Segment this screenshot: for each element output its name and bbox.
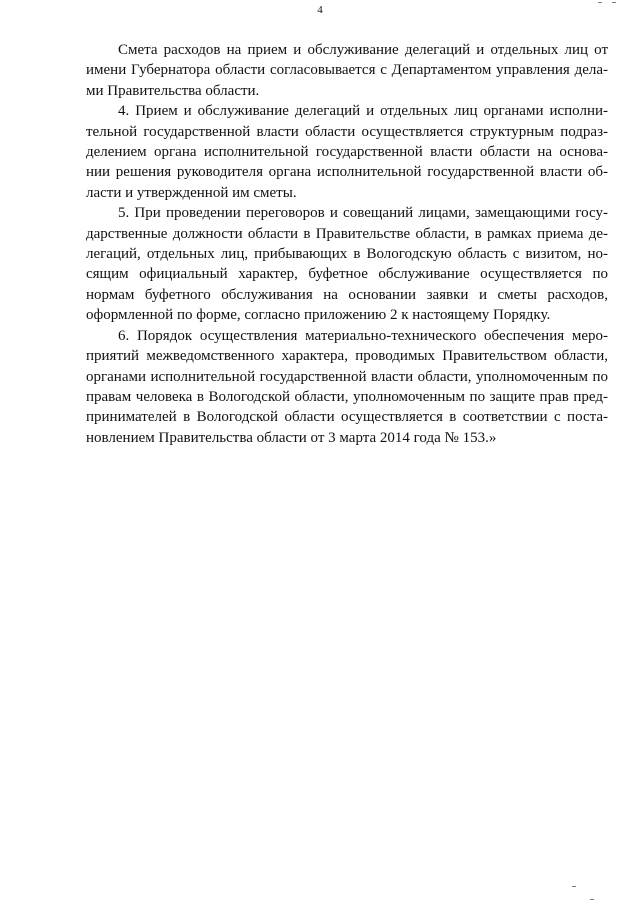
scan-speck bbox=[590, 899, 594, 900]
text-line: 5. При проведении переговоров и совещаний лицами, замещающими госу- bbox=[118, 205, 608, 222]
text-line: 4. Прием и обслуживание делегаций и отдельных лиц органами исполни- bbox=[118, 103, 608, 120]
text-line: новлением Правительства области от 3 марта 2014 года № 153.» bbox=[86, 429, 497, 446]
text-line: принимателей в Вологодской области осуществляется в соответствии с поста- bbox=[86, 409, 608, 426]
text-line: органами исполнительной государственной власти области, уполномоченным по bbox=[86, 368, 608, 385]
paragraph-1 bbox=[86, 40, 608, 101]
text-line: оформленной по форме, согласно приложению 2 к настоящему Порядку. bbox=[86, 307, 551, 324]
paragraph-4 bbox=[86, 326, 608, 448]
text-line: сящим официальный характер, буфетное обслуживание осуществляется по bbox=[86, 266, 608, 283]
scan-speck bbox=[572, 886, 576, 887]
text-line: имени Губернатора области согласовывается с Департаментом управления дела- bbox=[86, 62, 608, 79]
text-line: Смета расходов на прием и обслуживание делегаций и отдельных лиц от bbox=[118, 42, 608, 58]
scan-speck bbox=[598, 2, 602, 3]
paragraph-3 bbox=[86, 203, 608, 325]
body-text bbox=[86, 40, 608, 448]
text-line: правам человека в Вологодской области, уполномоченным по защите прав пред- bbox=[86, 388, 608, 405]
text-line: нии решения руководителя органа исполнительной государственной власти об- bbox=[86, 164, 608, 181]
text-line: нормам буфетного обслуживания на основании заявки и сметы расходов, bbox=[86, 286, 608, 303]
text-line: делением органа исполнительной государственной власти области на основа- bbox=[86, 144, 608, 161]
paragraph-2 bbox=[86, 101, 608, 203]
text-line: 6. Порядок осуществления материально-технического обеспечения меро- bbox=[118, 327, 608, 344]
text-line: дарственные должности области в Правительстве области, в рамках приема де- bbox=[86, 225, 608, 242]
text-line: легаций, отдельных лиц, прибывающих в Вологодскую область с визитом, но- bbox=[86, 246, 608, 263]
text-line: ми Правительства области. bbox=[86, 82, 260, 99]
text-line: тельной государственной власти области осуществляется структурным подраз- bbox=[86, 123, 608, 140]
page-number: 4 bbox=[317, 4, 323, 16]
text-line: приятий межведомственного характера, проводимых Правительством области, bbox=[86, 348, 608, 365]
scan-speck bbox=[612, 2, 616, 3]
text-line: ласти и утвержденной им сметы. bbox=[86, 184, 297, 201]
